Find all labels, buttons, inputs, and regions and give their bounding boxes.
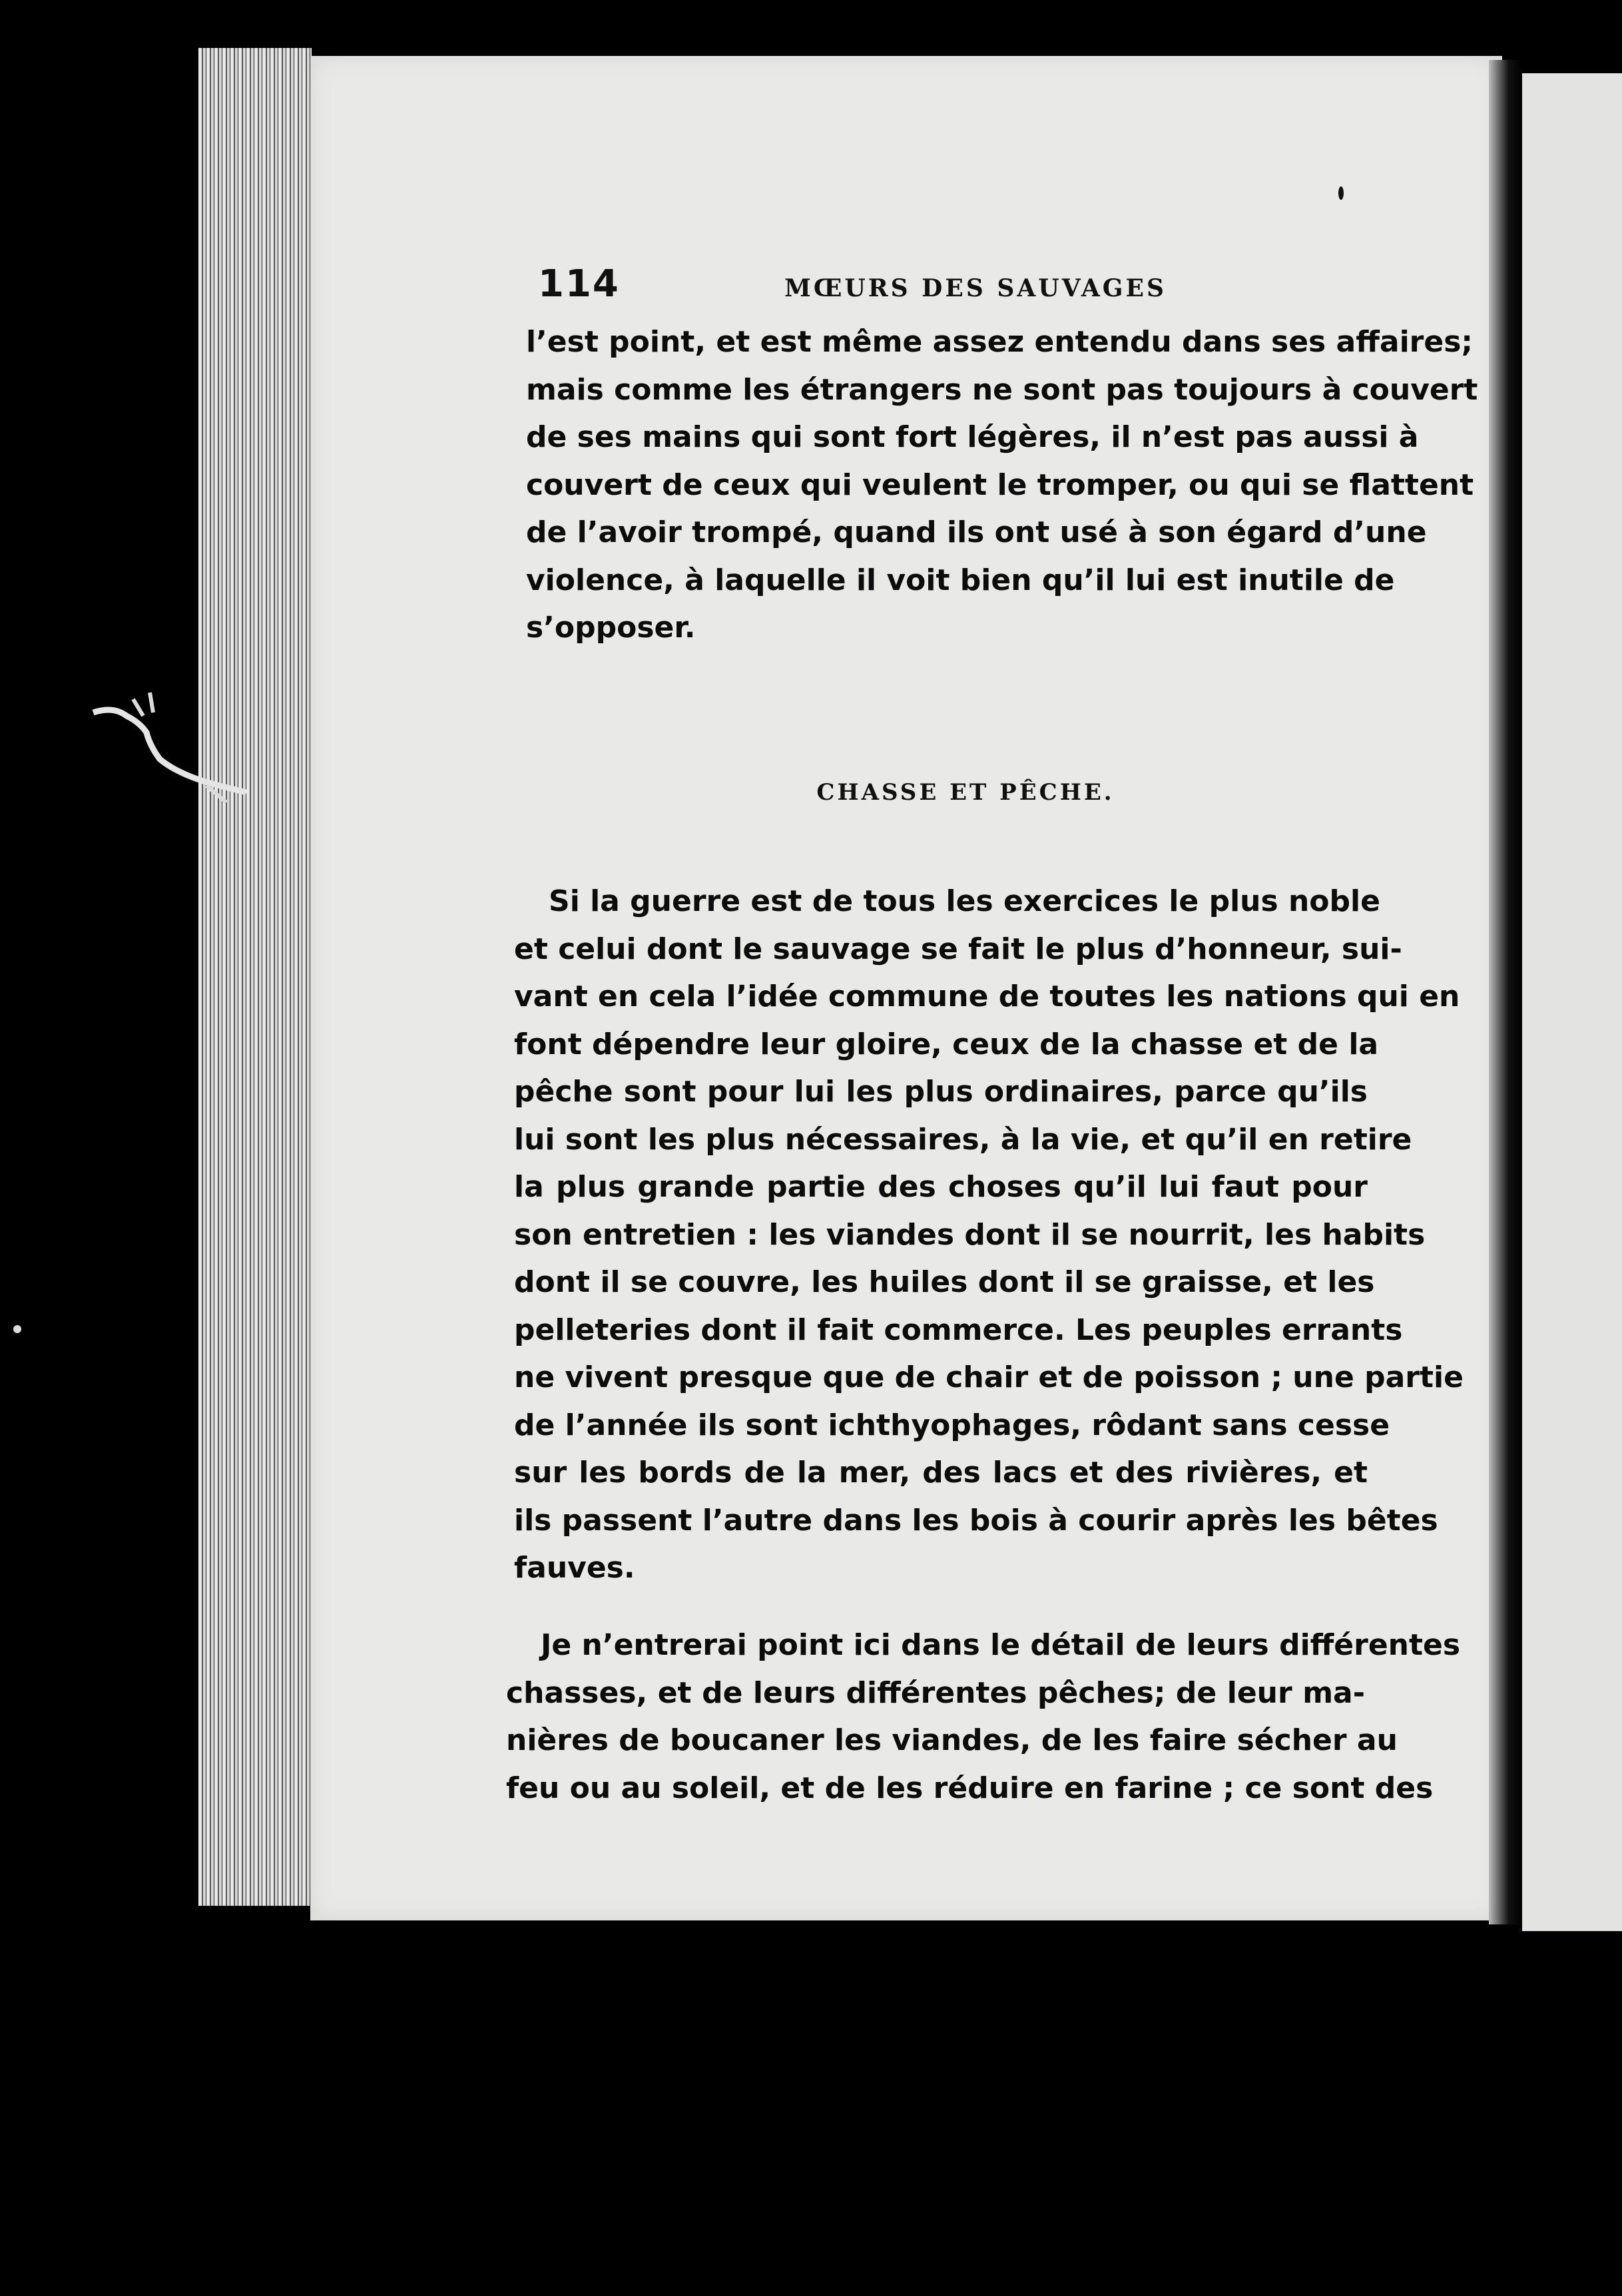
running-head: MŒURS DES SAUVAGES <box>784 274 1167 302</box>
text-line: et celui dont le sauvage se fait le plus d’honneur, sui- <box>514 932 1402 966</box>
text-line: ne vivent presque que de chair et de poisson ; une partie <box>514 1360 1464 1394</box>
section-paragraph <box>514 878 1464 1592</box>
text-line: nières de boucaner les viandes, de les faire sécher au <box>506 1723 1398 1757</box>
paragraph-next <box>506 1621 1461 1812</box>
text-line: pêche sont pour lui les plus ordinaires, parce qu’ils <box>514 1075 1368 1109</box>
text-line: lui sont les plus nécessaires, à la vie, et qu’il en retire <box>514 1122 1412 1157</box>
text-line: son entretien : les viandes dont il se nourrit, les habits <box>514 1217 1426 1252</box>
ink-speck <box>1338 186 1344 200</box>
text-line: de l’année ils sont ichthyophages, rôdant sans cesse <box>514 1408 1390 1442</box>
text-line: fauves. <box>514 1551 635 1585</box>
text-line: chasses, et de leurs différentes pêches; de leur ma- <box>506 1675 1365 1710</box>
text-line: font dépendre leur gloire, ceux de la chasse et de la <box>514 1027 1379 1061</box>
text-line: de ses mains qui sont fort légères, il n’est pas aussi à <box>526 420 1419 454</box>
page-header <box>538 262 1377 306</box>
text-line: ils passent l’autre dans les bois à courir après les bêtes <box>514 1503 1438 1538</box>
text-line: dont il se couvre, les huiles dont il se graisse, et les <box>514 1265 1375 1299</box>
text-line: l’est point, et est même assez entendu dans ses affaires; <box>526 325 1473 359</box>
text-line: la plus grande partie des choses qu’il lui faut pour <box>514 1170 1368 1204</box>
text-line: pelleteries dont il fait commerce. Les peuples errants <box>514 1312 1403 1347</box>
text-line: feu ou au soleil, et de les réduire en farine ; ce sont des <box>506 1771 1434 1805</box>
text-line: violence, à laquelle il voit bien qu’il lui est inutile de <box>526 563 1395 597</box>
facing-page-edge <box>1522 73 1622 1931</box>
paragraph-continued <box>526 318 1478 652</box>
text-line: sur les bords de la mer, des lacs et des rivières, et <box>514 1456 1368 1490</box>
text-line: s’opposer. <box>526 611 696 645</box>
page-edges <box>198 48 312 1906</box>
gutter-shadow <box>1489 60 1522 1924</box>
text-line: vant en cela l’idée commune de toutes les nations qui en <box>514 980 1460 1013</box>
text-line: mais comme les étrangers ne sont pas toujours à couvert <box>526 372 1478 407</box>
section-heading: CHASSE ET PÊCHE. <box>816 779 1115 806</box>
dust-speck <box>13 1325 21 1333</box>
text-line: couvert de ceux qui veulent le tromper, ou qui se flattent <box>526 467 1474 502</box>
text-line: de l’avoir trompé, quand ils ont usé à son égard d’une <box>526 515 1427 549</box>
text-line: Je n’entrerai point ici dans le détail de leurs différentes <box>541 1628 1461 1662</box>
margin-annotation-mark <box>87 686 260 819</box>
text-line: Si la guerre est de tous les exercices le plus noble <box>549 884 1380 918</box>
page-number: 114 <box>538 262 620 306</box>
